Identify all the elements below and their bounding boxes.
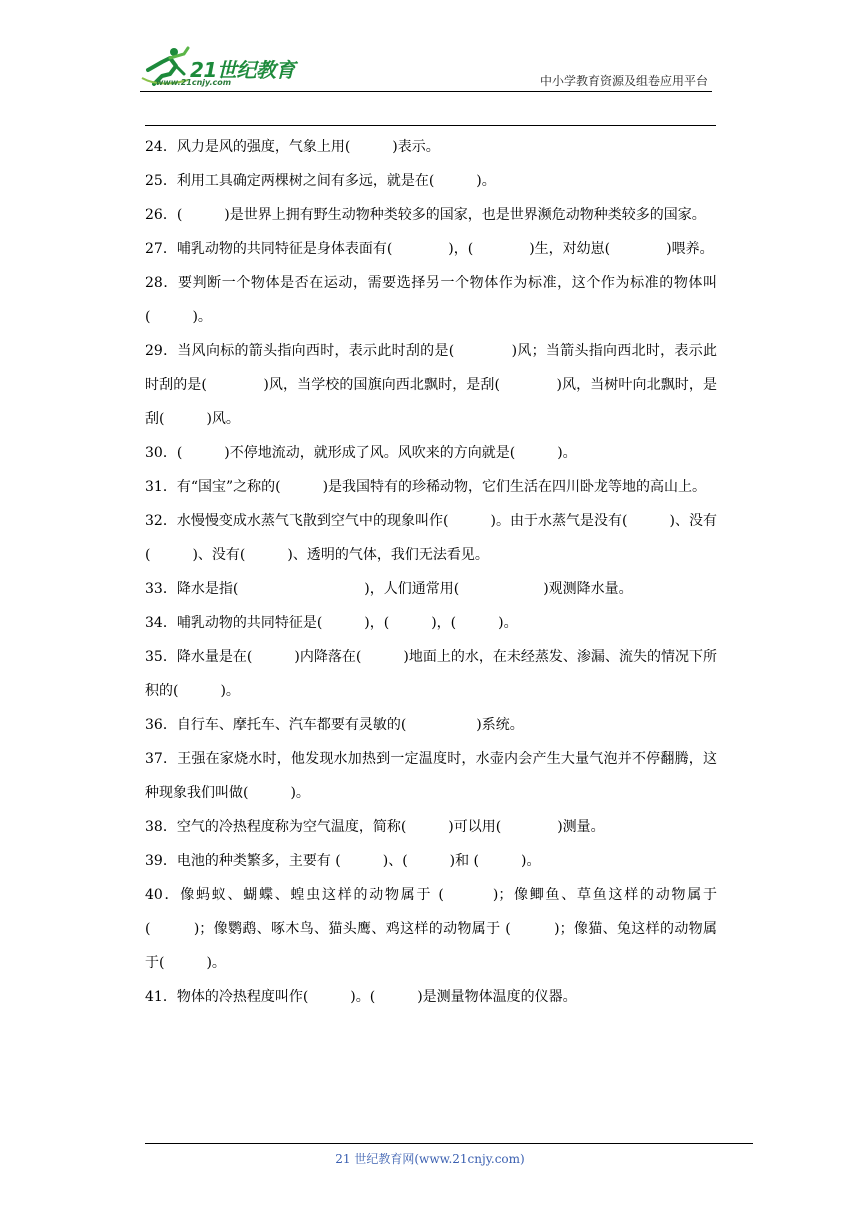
platform-tagline: 中小学教育资源及组卷应用平台 xyxy=(539,74,708,88)
question-36: 36．自行车、摩托车、汽车都要有灵敏的( )系统。 xyxy=(145,717,524,733)
question-31: 31．有“国宝”之称的( )是我国特有的珍稀动物，它们生活在四川卧龙等地的高山上。 xyxy=(145,479,707,495)
question-39: 39．电池的种类繁多，主要有 ( )、( )和 ( )。 xyxy=(145,853,541,869)
question-list xyxy=(145,130,717,1014)
question-38: 38．空气的冷热程度称为空气温度，简称( )可以用( )测量。 xyxy=(145,819,605,835)
question-40: 40．像蚂蚁、蝴蝶、蝗虫这样的动物属于 ( )；像鲫鱼、草鱼这样的动物属于( )；像鹦鹉、啄木鸟、猫头鹰、鸡这样的动物属于 ( )；像猫、兔这样的动物属于( )。 xyxy=(145,887,717,971)
question-28: 28．要判断一个物体是否在运动，需要选择另一个物体作为标准，这个作为标准的物体叫( )。 xyxy=(145,275,717,325)
question-32: 32．水慢慢变成水蒸气飞散到空气中的现象叫作( )。由于水蒸气是没有( )、没有( )、没有( )、透明的气体，我们无法看见。 xyxy=(145,513,717,563)
question-30: 30．( )不停地流动，就形成了风。风吹来的方向就是( )。 xyxy=(145,445,577,461)
question-24: 24．风力是风的强度，气象上用( )表示。 xyxy=(145,139,440,155)
question-41: 41．物体的冷热程度叫作( )。( )是测量物体温度的仪器。 xyxy=(145,989,577,1005)
question-34: 34．哺乳动物的共同特征是( )，( )，( )。 xyxy=(145,615,518,631)
content-divider xyxy=(145,125,716,126)
logo-text: 21世纪教育 xyxy=(190,58,295,82)
logo-url: www.21cnjy.com xyxy=(156,78,232,87)
question-26: 26．( )是世界上拥有野生动物种类较多的国家，也是世界濒危动物种类较多的国家。 xyxy=(145,207,706,223)
question-27: 27．哺乳动物的共同特征是身体表面有( )，( )生，对幼崽( )喂养。 xyxy=(145,241,714,257)
question-29: 29．当风向标的箭头指向西时，表示此时刮的是( )风；当箭头指向西北时，表示此时刮的是( )风，当学校的国旗向西北飘时，是刮( )风，当树叶向北飘时，是刮( )风。 xyxy=(145,343,717,427)
question-33: 33．降水是指( )，人们通常用( )观测降水量。 xyxy=(145,581,633,597)
site-logo[interactable] xyxy=(140,44,340,90)
footer-link[interactable]: 21 世纪教育网(www.21cnjy.com) xyxy=(335,1152,525,1166)
header-divider xyxy=(140,91,712,92)
footer-divider xyxy=(145,1143,753,1144)
question-37: 37．王强在家烧水时，他发现水加热到一定温度时，水壶内会产生大量气泡并不停翻腾，这种现象我们叫做( )。 xyxy=(145,751,717,801)
question-35: 35．降水量是在( )内降落在( )地面上的水，在未经蒸发、渗漏、流失的情况下所积的( )。 xyxy=(145,649,717,699)
page-header xyxy=(0,0,860,130)
question-25: 25．利用工具确定两棵树之间有多远，就是在( )。 xyxy=(145,173,496,189)
